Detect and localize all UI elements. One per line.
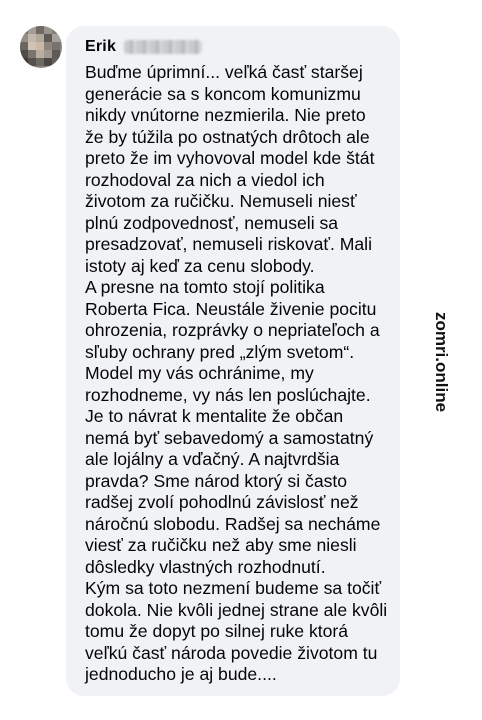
comment-line: dokola. Nie kvôli jednej strane ale kvôli (85, 599, 388, 620)
comment-line: pravda? Sme národ ktorý si často (85, 470, 348, 491)
comment-line: generácie sa s koncom komunizmu (85, 83, 361, 104)
comment-line: istoty aj keď za cenu slobody. (85, 255, 315, 276)
comment-line: náročnú slobodu. Radšej sa necháme (85, 513, 381, 534)
comment-line: sľuby ochrany pred „zlým svetom“. (85, 341, 355, 362)
comment-line: Model my vás ochránime, my (85, 363, 314, 383)
comment-line: radšej zvolí pohodlnú závislosť než (85, 492, 359, 512)
comment-line: nikdy vnútorne nezmierila. Nie preto (85, 105, 366, 125)
comment-line: viesť za ručičku než aby sme niesli (85, 535, 357, 555)
comment-line: Kým sa toto nezmení budeme sa točiť (85, 578, 382, 598)
comment-line: veľkú časť národa povedie životom tu (85, 642, 378, 663)
redacted-surname (124, 40, 202, 54)
comment-line: že by túžila po ostnatých drôtoch ale (85, 126, 370, 147)
comment-text (85, 62, 386, 686)
comment-line: jednoducho je aj bude.... (85, 664, 277, 684)
comment-line: presadzovať, nemuseli riskovať. Mali (85, 234, 372, 254)
comment-line: Roberta Fica. Neustále živenie pocitu (85, 298, 377, 319)
comment-line: ale lojálny a vďačný. A najtvrdšia (85, 449, 340, 469)
comment-line: tomu že dopyt po silnej ruke ktorá (85, 621, 349, 641)
comment-line: Je to návrat k mentalite že občan (85, 406, 344, 426)
watermark (422, 307, 460, 417)
comment-author[interactable] (85, 36, 386, 58)
author-name[interactable]: Erik (85, 38, 117, 55)
comment-line: životom za ručičku. Nemuseli niesť (85, 191, 357, 211)
comment-line: ohrozenia, rozprávky o nepriateľoch a (85, 320, 380, 340)
comment-line: rozhodneme, vy nás len poslúchajte. (85, 384, 371, 405)
comment-line: rozhodoval za nich a viedol ich (85, 169, 325, 190)
comment-line: plnú zodpovednosť, nemuseli sa (85, 212, 339, 233)
comment-line: nemá byť sebavedomý a samostatný (85, 427, 374, 448)
watermark-text: zomri.online (432, 311, 451, 413)
comment-line: dôsledky vlastných rozhodnutí. (85, 556, 326, 577)
comment-line: Buďme úprimní... veľká časť staršej (85, 62, 363, 82)
comment-line: preto že im vyhovoval model kde štát (85, 148, 375, 168)
comment-bubble (66, 26, 400, 696)
comment-line: A presne na tomto stojí politika (85, 277, 325, 297)
avatar[interactable] (20, 26, 62, 68)
